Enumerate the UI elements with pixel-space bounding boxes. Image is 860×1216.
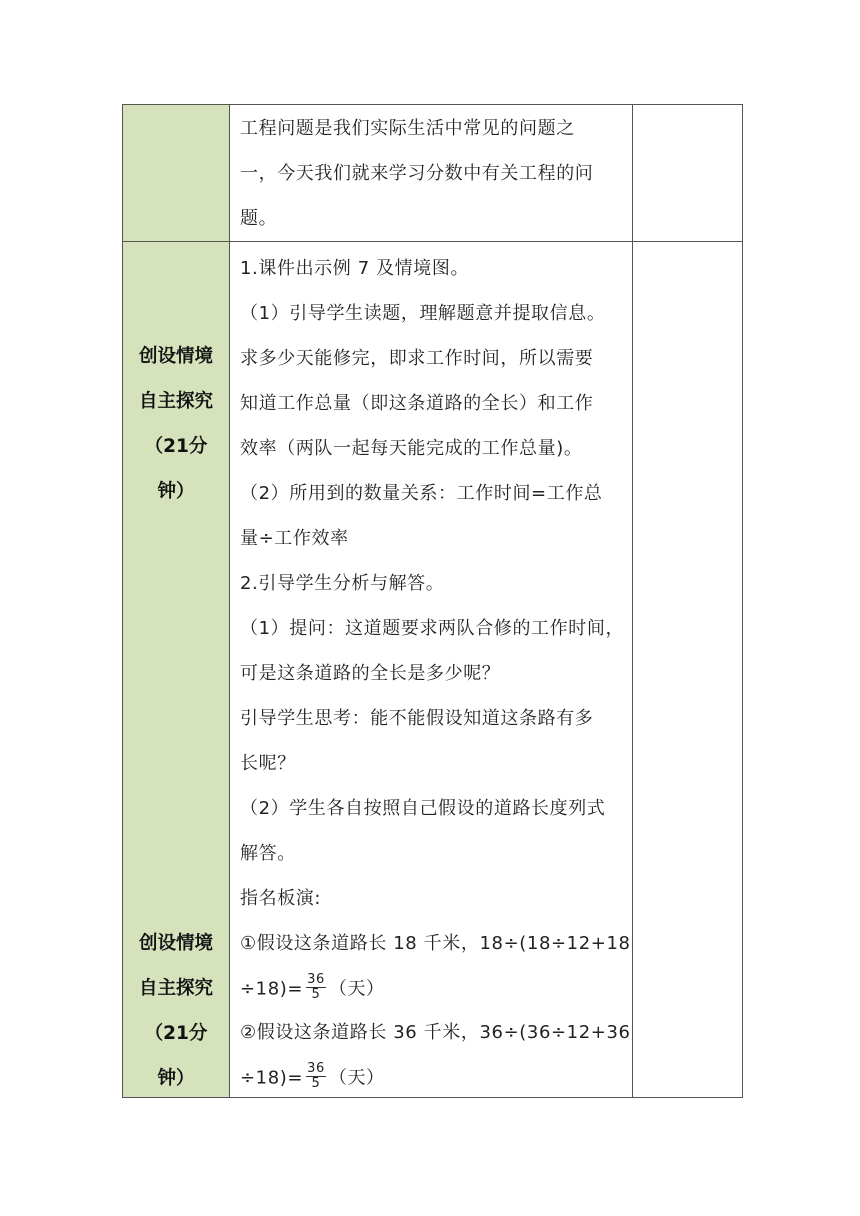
stage-label-line: 钟） (157, 481, 195, 502)
content-line: 可是这条道路的全长是多少呢？ (240, 663, 501, 684)
content-line: 2.引导学生分析与解答。 (240, 573, 445, 594)
content-line: 知道工作总量（即这条道路的全长）和工作 (240, 393, 594, 414)
unit-label: （天） (328, 1067, 385, 1089)
content-line: ②假设这条道路长 36 千米，36÷(36÷12+36 (240, 1022, 631, 1043)
content-line: 求多少天能修完，即求工作时间，所以需要 (240, 348, 594, 369)
stage-label-line: 自主探究 (138, 391, 213, 412)
stage-label-line: 创设情境 (138, 346, 213, 367)
table-row-intro (123, 105, 742, 242)
stage-cell-explore (123, 242, 230, 1097)
intro-line-3: 题。 (240, 208, 278, 229)
content-line-fraction (240, 1061, 630, 1093)
content-line: 1.课件出示例 7 及情境图。 (240, 258, 470, 279)
fraction-numerator: 36 (307, 972, 325, 987)
content-cell-intro (230, 105, 633, 241)
content-line: 引导学生思考：能不能假设知道这条路有多 (240, 708, 594, 729)
fraction-denominator: 5 (311, 987, 321, 1002)
stage-label-line: 自主探究 (138, 978, 213, 999)
content-line: 效率（两队一起每天能完成的工作总量)。 (240, 438, 583, 459)
fraction (306, 1062, 326, 1091)
content-line: 指名板演: (240, 888, 322, 909)
unit-label: （天） (328, 978, 385, 1000)
note-cell-explore (633, 242, 742, 1097)
lesson-table (122, 104, 743, 1098)
expression-prefix: ÷18)= (240, 1067, 304, 1089)
fraction-denominator: 5 (311, 1076, 321, 1091)
fraction-numerator: 36 (307, 1061, 325, 1076)
table-row-explore (123, 242, 742, 1097)
stage-cell-empty (123, 105, 230, 241)
content-line: （1）提问：这道题要求两队合修的工作时间， (240, 618, 625, 639)
stage-label-line: （21分 (144, 1023, 208, 1044)
content-line: （1）引导学生读题，理解题意并提取信息。 (240, 303, 606, 324)
intro-line-1: 工程问题是我们实际生活中常见的问题之 (240, 118, 575, 139)
stage-label-line: 钟） (157, 1068, 195, 1089)
note-cell-intro (633, 105, 742, 241)
content-line: 长呢？ (240, 753, 296, 774)
content-line: （2）学生各自按照自己假设的道路长度列式 (240, 798, 606, 819)
stage-label-line: （21分 (144, 436, 208, 457)
expression-prefix: ÷18)= (240, 978, 304, 1000)
content-line-fraction (240, 972, 630, 1004)
content-cell-explore (230, 242, 633, 1097)
content-line: （2）所用到的数量关系：工作时间=工作总 (240, 483, 603, 504)
intro-line-2: 一，今天我们就来学习分数中有关工程的问 (240, 163, 594, 184)
content-line: 量÷工作效率 (240, 528, 349, 549)
content-line: ①假设这条道路长 18 千米，18÷(18÷12+18 (240, 933, 631, 954)
fraction (306, 973, 326, 1002)
content-line: 解答。 (240, 843, 296, 864)
stage-label-line: 创设情境 (138, 933, 213, 954)
